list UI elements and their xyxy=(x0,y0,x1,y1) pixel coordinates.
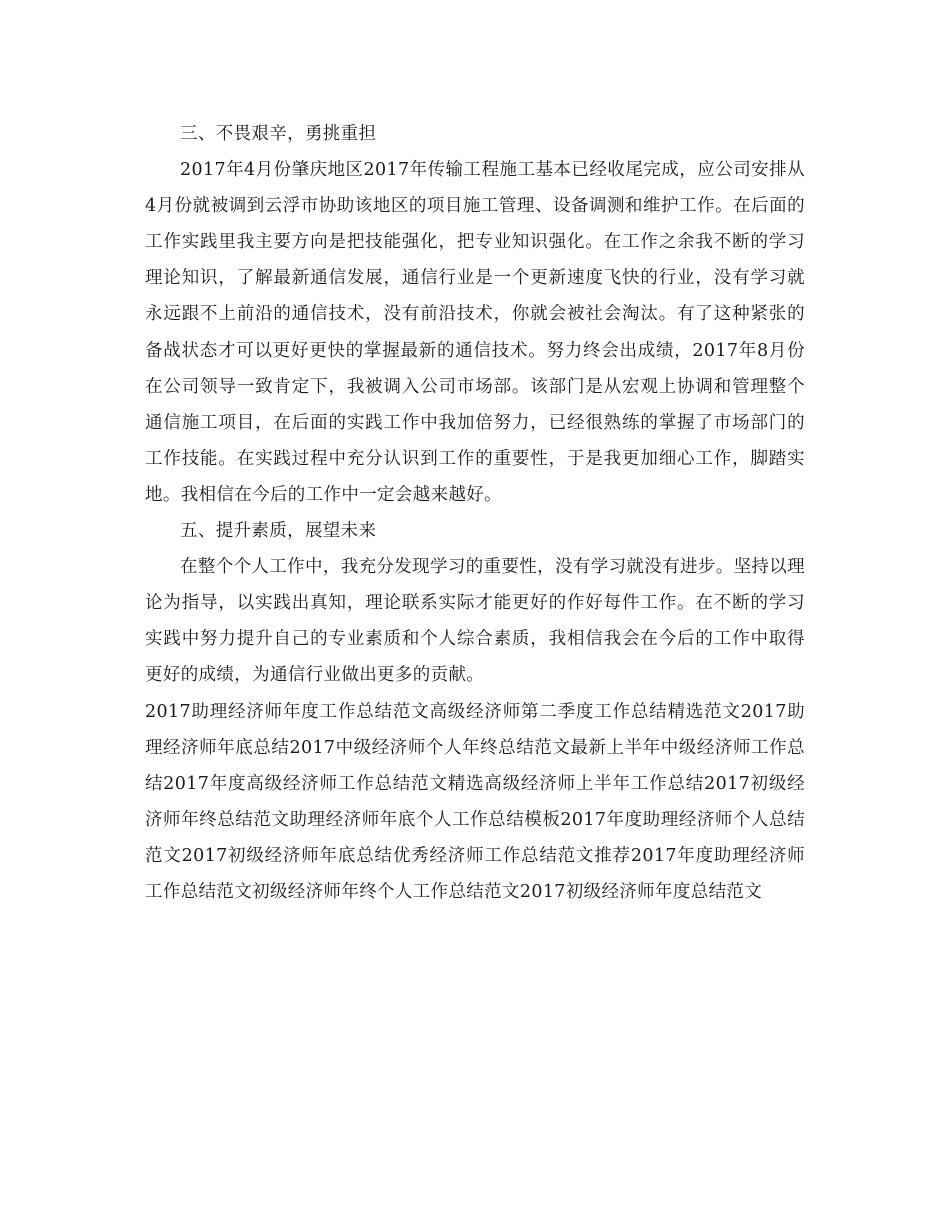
document-body xyxy=(145,116,805,910)
section-paragraph-3: 2017年4月份肇庆地区2017年传输工程施工基本已经收尾完成，应公司安排从4月份就被调到云浮市协助该地区的项目施工管理、设备调测和维护工作。在后面的工作实践里我主要方向是把技能强化，把专业知识强化。在工作之余我不断的学习理论知识，了解最新通信发展，通信行业是一个更新速度飞快的行业，没有学习就永远跟不上前沿的通信技术，没有前沿技术，你就会被社会淘汰。有了这种紧张的备战状态才可以更好更快的掌握最新的通信技术。努力终会出成绩，2017年8月份在公司领导一致肯定下，我被调入公司市场部。该部门是从宏观上协调和管理整个通信施工项目，在后面的实践工作中我加倍努力，已经很熟练的掌握了市场部门的工作技能。在实践过程中充分认识到工作的重要性，于是我更加细心工作，脚踏实地。我相信在今后的工作中一定会越来越好。 xyxy=(145,160,805,505)
section-heading-3: 三、不畏艰辛，勇挑重担 xyxy=(180,124,377,144)
section-paragraph-5: 在整个个人工作中，我充分发现学习的重要性，没有学习就没有进步。坚持以理论为指导，以实践出真知，理论联系实际才能更好的作好每件工作。在不断的学习实践中努力提升自己的专业素质和个人综合素质，我相信我会在今后的工作中取得更好的成绩，为通信行业做出更多的贡献。 xyxy=(145,557,805,686)
related-articles-text: 2017助理经济师年度工作总结范文高级经济师第二季度工作总结精选范文2017助理经济师年底总结2017中级经济师个人年终总结范文最新上半年中级经济师工作总结2017年度高级经济师工作总结范文精选高级经济师上半年工作总结2017初级经济师年终总结范文助理经济师年底个人工作总结模板2017年度助理经济师个人总结范文2017初级经济师年底总结优秀经济师工作总结范文推荐2017年度助理经济师工作总结范文初级经济师年终个人工作总结范文2017初级经济师年度总结范文 xyxy=(145,701,805,902)
section-heading-5: 五、提升素质，展望未来 xyxy=(180,521,377,542)
